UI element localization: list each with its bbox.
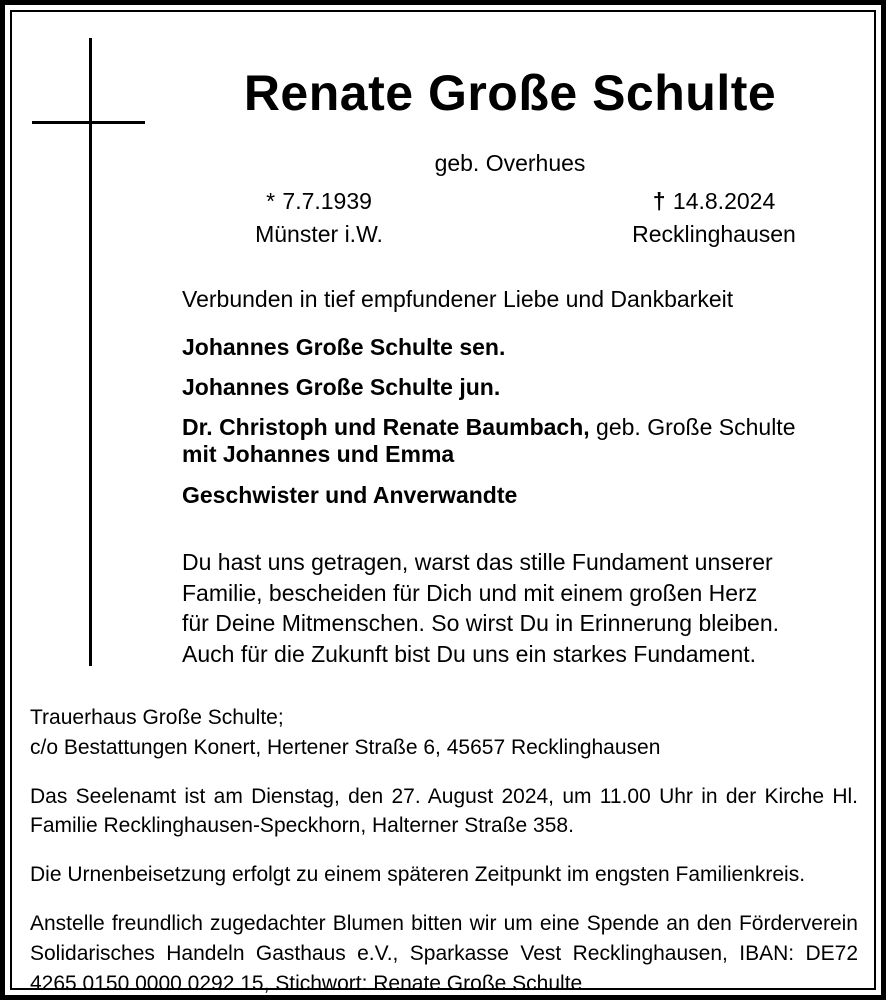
family-member [182, 414, 872, 468]
notice-footer [30, 703, 858, 999]
death-date: 14.8.2024 [672, 188, 776, 214]
death-dagger-icon: † [652, 188, 666, 214]
maiden-name: geb. Overhues [434, 150, 586, 176]
family-member-children: mit Johannes und Emma [182, 441, 455, 468]
donation-details: Anstelle freundlich zugedachter Blumen bitten wir um eine Spende an den Förderverein Solidarisches Handeln Gasthaus e.V., Sparkasse Vest Recklinghausen, IBAN: DE72 4265 0150 0000 0292 15, Stichwort: Renate Große Schulte [30, 912, 858, 995]
birth-line [189, 185, 449, 218]
family-member-name: Geschwister und Anverwandte [182, 481, 518, 508]
deceased-name: Renate Große Schulte [243, 65, 777, 121]
family-member-name: Johannes Große Schulte jun. [182, 374, 501, 401]
family-member-name: Johannes Große Schulte sen. [182, 334, 506, 360]
tribute-line: Verbunden in tief empfundener Liebe und Dankbarkeit [182, 286, 734, 312]
birth-info [189, 185, 449, 252]
verse-line: Familie, bescheiden für Dich und mit einem großen Herz [182, 579, 758, 606]
family-member-name: Dr. Christoph und Renate Baumbach, [182, 414, 590, 441]
verse-line: für Deine Mitmenschen. So wirst Du in Erinnerung bleiben. [182, 610, 780, 637]
family-list [182, 334, 872, 522]
mourning-house-address: c/o Bestattungen Konert, Hertener Straße 6, 45657 Recklinghausen [30, 735, 661, 759]
verse-line: Du hast uns getragen, warst das stille Fundament unserer [182, 549, 773, 575]
verse-line: Auch für die Zukunft bist Du uns ein starkes Fundament. [182, 640, 757, 667]
memorial-verse [182, 547, 858, 669]
family-member [182, 334, 872, 361]
life-dates-row [175, 185, 865, 252]
burial-details: Die Urnenbeisetzung erfolgt zu einem späteren Zeitpunkt im engsten Familienkreis. [30, 863, 806, 887]
death-place: Recklinghausen [632, 221, 796, 248]
birth-place: Münster i.W. [255, 221, 383, 248]
birth-star-icon: * [266, 188, 276, 214]
family-member [182, 482, 872, 509]
death-line [569, 185, 859, 218]
mourning-house-block [30, 703, 858, 763]
mourning-house-line: Trauerhaus Große Schulte; [30, 706, 284, 729]
birth-date: 7.7.1939 [282, 188, 372, 214]
service-details: Das Seelenamt ist am Dienstag, den 27. August 2024, um 11.00 Uhr in der Kirche Hl. Familie Recklinghausen-Speckhorn, Halterner Straße 358. [30, 784, 858, 838]
family-member-note: geb. Große Schulte [589, 414, 796, 441]
death-info [569, 185, 859, 252]
family-member [182, 374, 872, 401]
